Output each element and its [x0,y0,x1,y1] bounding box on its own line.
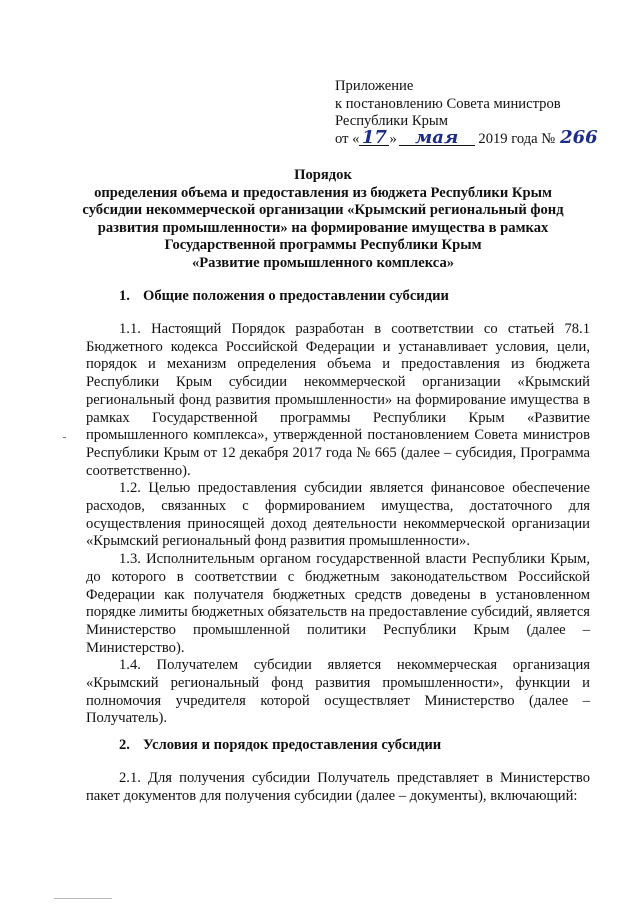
paragraph-1-4: 1.4. Получателем субсидии является некоммерческая организация «Крымский региональный фонд развития промышленности», функции и полномочия учредителя которой осуществляет Министерство (далее – Получатель). [86,657,590,727]
document-title [60,167,586,273]
section-1-heading [119,287,589,305]
paragraph-2-1: 2.1. Для получения субсидии Получатель представляет в Министерство пакет документов для получения субсидии (далее – документы), включающий: [86,770,590,804]
section-2-title: Условия и порядок предоставления субсидии [143,737,442,753]
appendix-resolution-ref: к постановлению Совета министров [335,95,561,112]
date-year: 2019 года № [478,130,556,147]
title-line-6: «Развитие промышленного комплекса» [191,254,455,271]
handwritten-doc-number: 266 [560,126,598,148]
section-2-number: 2. [119,737,130,753]
appendix-label: Приложение [335,78,414,94]
title-line-2: определения объема и предоставления из бюджета Республики Крым [94,184,552,201]
title-line-5: Государственной программы Республики Крым [164,237,482,254]
section-1-title: Общие положения о предоставлении субсидии [143,288,449,304]
margin-mark [63,437,66,438]
section-2-heading [119,736,589,754]
handwritten-month: мая [399,131,475,146]
paragraph-1-2: 1.2. Целью предоставления субсидии является финансовое обеспечение расходов, связанных с формированием имущества, достаточного для осуществления приносящей доход деятельности некоммерческой организации «Крымский региональный фонд развития промышленности». [86,480,590,550]
paragraph-1-3: 1.3. Исполнительным органом государственной власти Республики Крым, до которого в соответствии с бюджетным законодательством Российской Федерации как получателя бюджетных средств доведены в установленном порядке лимиты бюджетных обязательств на предоставление субсидий, является Министерство промышленной политики Республики Крым (далее – Министерство). [86,551,591,656]
date-quote-close: » [389,130,397,147]
title-line-3: субсидии некоммерческой организации «Крымский региональный фонд [82,202,564,219]
date-prefix: от « [335,130,360,147]
appendix-date-line [335,126,615,149]
section-2-body [86,770,590,805]
title-line-1: Порядок [294,167,352,183]
appendix-block [335,78,615,148]
section-1-number: 1. [119,288,130,304]
title-line-4: развития промышленности» на формирование имущества в рамках [97,219,549,236]
section-1-body [86,321,590,728]
paragraph-1-1: 1.1. Настоящий Порядок разработан в соответствии со статьей 78.1 Бюджетного кодекса Российской Федерации и устанавливает условия, цели, порядок и механизм определения объема и предоставления из бюджета Республики Крым субсидии некоммерческой организации «Крымский региональный фонд развития промышленности» на формирование имущества в рамках Государственной программы Республики Крым «Развитие промышленного комплекса», утвержденной постановлением Совета министров Республики Крым от 12 декабря 2017 года № 665 (далее – субсидия, Программа соответственно). [86,321,590,479]
handwritten-day: 17 [359,131,389,146]
appendix-republic: Республики Крым [335,113,448,129]
footer-rule [54,898,112,899]
